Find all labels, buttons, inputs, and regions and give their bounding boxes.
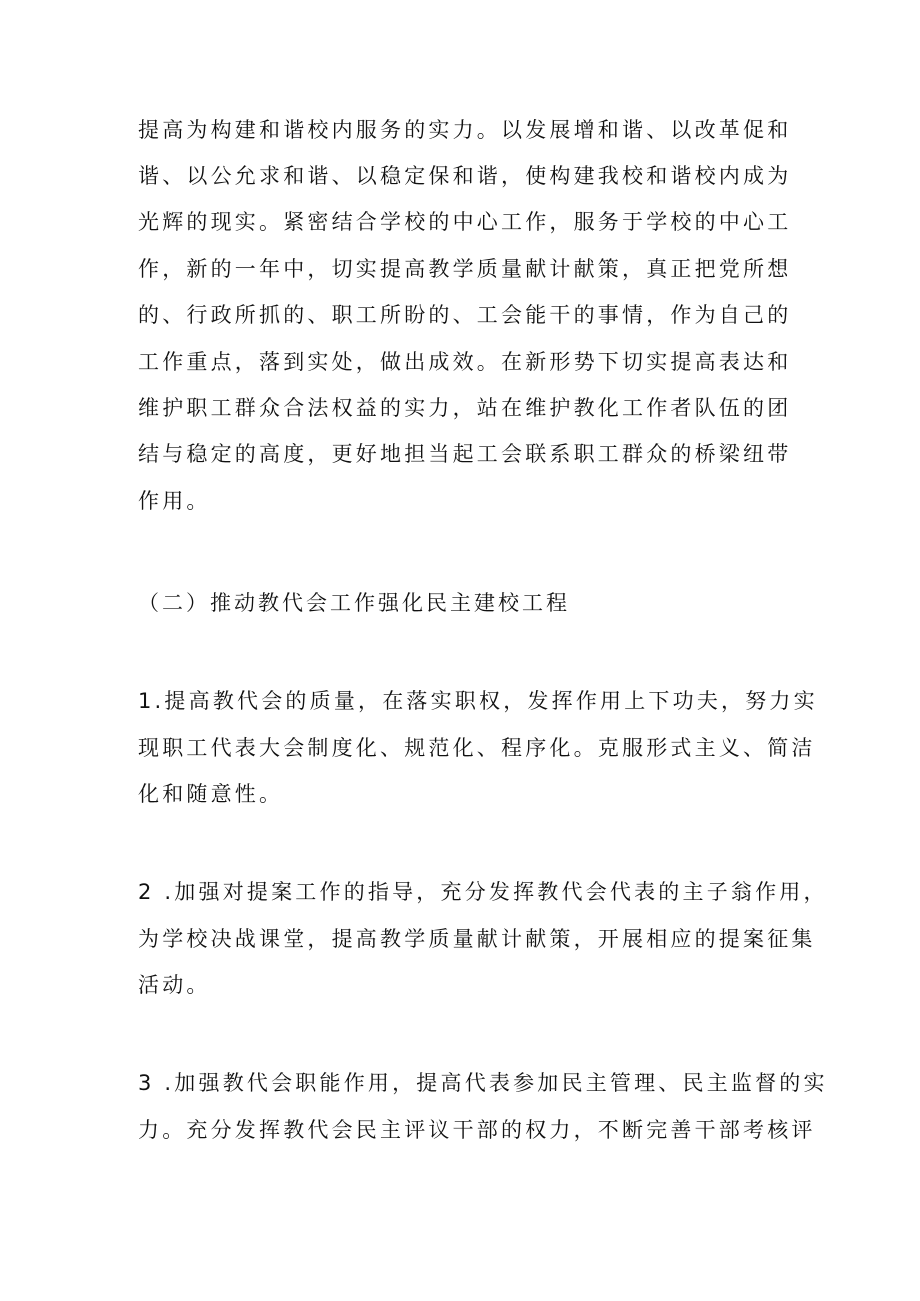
list-item-1-line: 1.提高教代会的质量，在落实职权，发挥作用上下功夫，努力实 (138, 689, 818, 713)
list-item-2-line: 为学校决战课堂，提高教学质量献计献策，开展相应的提案征集 (138, 927, 816, 951)
list-item-1-line: 现职工代表大会制度化、规范化、程序化。克服形式主义、简洁 (138, 736, 816, 760)
paragraph-line: 维护职工群众合法权益的实力，站在维护教化工作者队伍的团 (138, 396, 792, 420)
list-item-1-line: 化和随意性。 (138, 782, 284, 806)
paragraph-line: 作用。 (138, 489, 211, 513)
list-item-2-line: 2 .加强对提案工作的指导，充分发挥教代会代表的主子翁作用， (138, 880, 828, 904)
list-item-2-line: 活动。 (138, 973, 211, 997)
paragraph-line: 作，新的一年中，切实提高教学质量献计献策，真正把党所想 (138, 257, 792, 281)
paragraph-line: 光辉的现实。紧密结合学校的中心工作，服务于学校的中心工 (138, 210, 792, 234)
paragraph-line: 谐、以公允求和谐、以稳定保和谐，使构建我校和谐校内成为 (138, 164, 792, 188)
paragraph-line: 结与稳定的高度，更好地担当起工会联系职工群众的桥梁纽带 (138, 442, 792, 466)
list-item-3-line: 3 .加强教代会职能作用，提高代表参加民主管理、民主监督的实 (138, 1071, 828, 1095)
section-heading: （二）推动教代会工作强化民主建校工程 (138, 591, 570, 615)
paragraph-line: 提高为构建和谐校内服务的实力。以发展增和谐、以改革促和 (138, 118, 792, 142)
paragraph-line: 工作重点，落到实处，做出成效。在新形势下切实提高表达和 (138, 350, 792, 374)
list-item-3-line: 力。充分发挥教代会民主评议干部的权力，不断完善干部考核评 (138, 1118, 816, 1142)
paragraph-line: 的、行政所抓的、职工所盼的、工会能干的事情，作为自己的 (138, 303, 792, 327)
